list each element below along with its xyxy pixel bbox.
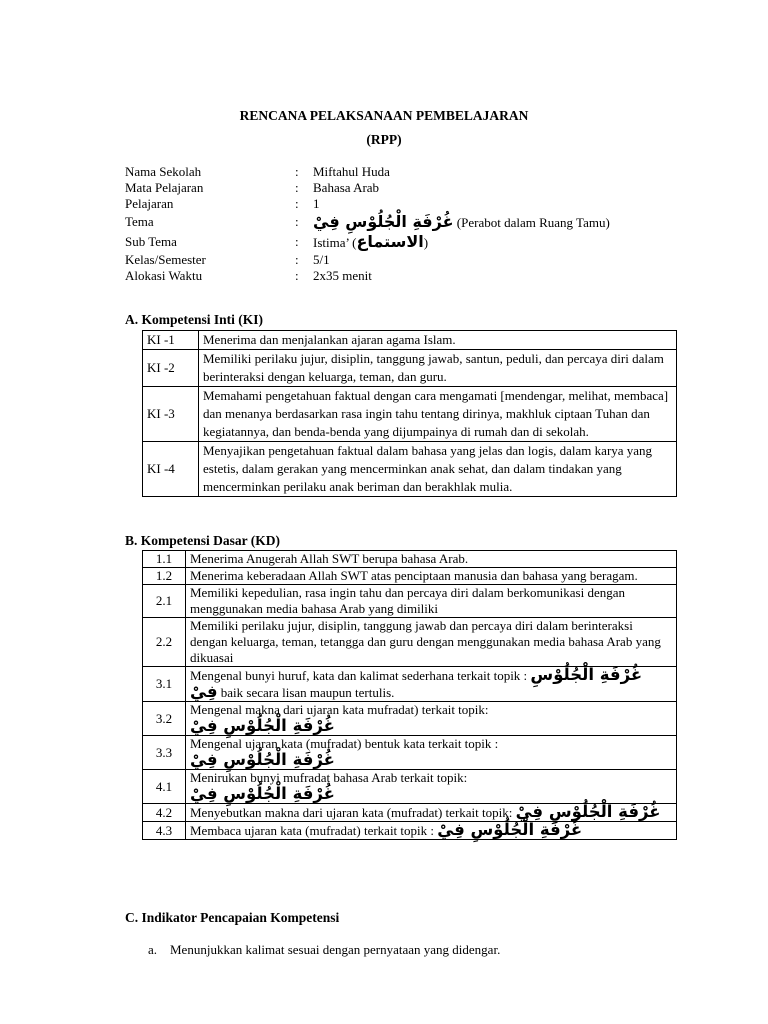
theme-translation: (Perabot dalam Ruang Tamu) <box>453 215 610 230</box>
kd-table <box>142 550 677 840</box>
ki-text: Memiliki perilaku jujur, disiplin, tanggung jawab, santun, peduli, dan percaya diri dalam berinteraksi dengan keluarga, teman, dan guru. <box>199 350 677 387</box>
arabic-topic-text: غُرْفَةِ الْجُلُوْسِ فِيْ <box>515 802 661 821</box>
kd-text-suffix: baik secara lisan maupun tertulis. <box>217 685 395 700</box>
section-heading-indikator: C. Indikator Pencapaian Kompetensi <box>125 910 340 925</box>
subtheme-latin: Istima’ ( <box>313 235 357 250</box>
identity-colon: : <box>295 252 299 267</box>
kd-text-cell <box>186 667 677 702</box>
kd-text: Mengenal bunyi huruf, kata dan kalimat sederhana terkait topik : <box>190 668 531 683</box>
ki-text: Memahami pengetahuan faktual dengan cara mengamati [mendengar, melihat, membaca] dan menanya berdasarkan rasa ingin tahu tentang dirinya, makhluk ciptaan Tuhan dan kegiatannya, dan benda-benda yang dijumpainya di rumah dan di sekolah. <box>199 387 677 442</box>
kd-text: Mengenal ujaran kata (mufradat) bentuk kata terkait topik : <box>190 736 499 751</box>
identity-value: Bahasa Arab <box>313 180 380 195</box>
identity-value-theme <box>313 212 610 232</box>
kd-text-cell <box>186 770 677 804</box>
kd-code: 2.1 <box>143 585 186 618</box>
identity-label: Mata Pelajaran <box>125 180 204 195</box>
kd-code: 1.1 <box>143 551 186 568</box>
section-heading-kd: B. Kompetensi Dasar (KD) <box>125 533 280 548</box>
ki-text: Menyajikan pengetahuan faktual dalam bahasa yang jelas dan logis, dalam karya yang estetis, dalam gerakan yang mencerminkan anak sehat, dan dalam tindakan yang mencerminkan perilaku anak beriman dan berakhlak mulia. <box>199 442 677 497</box>
kd-text: Memiliki perilaku jujur, disiplin, tanggung jawab dan percaya diri dalam berinteraksi dengan keluarga, teman, tetangga dan guru dengan menggunakan media bahasa Arab yang dikuasai <box>186 618 677 667</box>
identity-block <box>125 164 725 284</box>
ki-code: KI -3 <box>143 387 199 442</box>
ki-code: KI -4 <box>143 442 199 497</box>
table-row <box>143 551 677 568</box>
arabic-topic-text: غُرْفَةِ الْجُلُوْسِ فِيْ <box>190 784 335 803</box>
kd-text: Menirukan bunyi mufradat bahasa Arab terkait topik: <box>190 770 468 785</box>
identity-label: Kelas/Semester <box>125 252 206 267</box>
identity-row-school <box>125 164 725 180</box>
kd-code: 4.3 <box>143 822 186 840</box>
list-marker: a. <box>148 942 158 957</box>
table-row <box>143 387 677 442</box>
identity-row-subject <box>125 180 725 196</box>
kd-text-cell <box>186 804 677 822</box>
identity-row-subtheme <box>125 232 725 252</box>
identity-colon: : <box>295 164 299 179</box>
arabic-topic-text: غُرْفَةِ الْجُلُوْسِ فِيْ <box>190 716 335 735</box>
kd-text: Mengenal makna dari ujaran kata mufradat) terkait topik: <box>190 702 489 717</box>
identity-value: 5/1 <box>313 252 330 267</box>
identity-row-theme <box>125 212 725 232</box>
arabic-theme-text: غُرْفَةِ الْجُلُوْسِ فِيْ <box>313 212 454 231</box>
identity-label: Tema <box>125 214 154 229</box>
table-row <box>143 822 677 840</box>
table-row <box>143 702 677 736</box>
identity-label: Alokasi Waktu <box>125 268 203 283</box>
identity-value: 2x35 menit <box>313 268 372 283</box>
kd-text-cell <box>186 736 677 770</box>
indikator-list <box>148 942 500 958</box>
section-heading-ki: A. Kompetensi Inti (KI) <box>125 312 263 327</box>
identity-colon: : <box>295 180 299 195</box>
kd-text-cell <box>186 822 677 840</box>
table-row <box>143 667 677 702</box>
table-row <box>143 736 677 770</box>
ki-code: KI -1 <box>143 331 199 350</box>
kd-text: Menerima Anugerah Allah SWT berupa bahasa Arab. <box>186 551 677 568</box>
list-item <box>148 942 500 958</box>
table-row <box>143 442 677 497</box>
identity-colon: : <box>295 196 299 211</box>
arabic-topic-text: غُرْفَةِ الْجُلُوْسِ فِيْ <box>437 820 583 839</box>
table-row <box>143 770 677 804</box>
kd-text: Membaca ujaran kata (mufradat) terkait topik : <box>190 823 438 838</box>
identity-label: Nama Sekolah <box>125 164 202 179</box>
document-subtitle: (RPP) <box>366 132 402 147</box>
kd-code: 3.3 <box>143 736 186 770</box>
identity-label: Pelajaran <box>125 196 174 211</box>
kd-code: 4.1 <box>143 770 186 804</box>
ki-code: KI -2 <box>143 350 199 387</box>
kd-code: 3.2 <box>143 702 186 736</box>
table-row <box>143 350 677 387</box>
ki-table <box>142 330 677 497</box>
ki-text: Menerima dan menjalankan ajaran agama Islam. <box>199 331 677 350</box>
identity-row-lesson <box>125 196 725 212</box>
kd-text-cell <box>186 702 677 736</box>
table-row <box>143 331 677 350</box>
identity-colon: : <box>295 268 299 283</box>
arabic-topic-text: غُرْفَةِ الْجُلُوْسِ فِيْ <box>190 665 643 701</box>
identity-row-time <box>125 268 725 284</box>
list-item-text: Menunjukkan kalimat sesuai dengan pernyataan yang didengar. <box>170 942 501 957</box>
table-row <box>143 585 677 618</box>
identity-label: Sub Tema <box>125 234 177 249</box>
identity-colon: : <box>295 234 299 249</box>
kd-text: Menerima keberadaan Allah SWT atas penciptaan manusia dan bahasa yang beragam. <box>186 568 677 585</box>
identity-value: 1 <box>313 196 320 211</box>
document-title: RENCANA PELAKSANAAN PEMBELAJARAN <box>239 108 529 123</box>
identity-value: Miftahul Huda <box>313 164 390 179</box>
kd-code: 4.2 <box>143 804 186 822</box>
kd-text: Menyebutkan makna dari ujaran kata (mufradat) terkait topik: <box>190 805 516 820</box>
identity-row-class <box>125 252 725 268</box>
kd-code: 3.1 <box>143 667 186 702</box>
arabic-subtheme-text: الاستماع <box>356 232 424 251</box>
table-row <box>143 568 677 585</box>
kd-text: Memiliki kepedulian, rasa ingin tahu dan percaya diri dalam berkomunikasi dengan menggunakan media bahasa Arab yang dimiliki <box>186 585 677 618</box>
table-row <box>143 804 677 822</box>
kd-code: 2.2 <box>143 618 186 667</box>
table-row <box>143 618 677 667</box>
subtheme-suffix: ) <box>423 235 429 250</box>
identity-colon: : <box>295 214 299 229</box>
kd-code: 1.2 <box>143 568 186 585</box>
arabic-topic-text: غُرْفَةِ الْجُلُوْسِ فِيْ <box>190 750 335 769</box>
identity-value-subtheme <box>313 232 428 252</box>
